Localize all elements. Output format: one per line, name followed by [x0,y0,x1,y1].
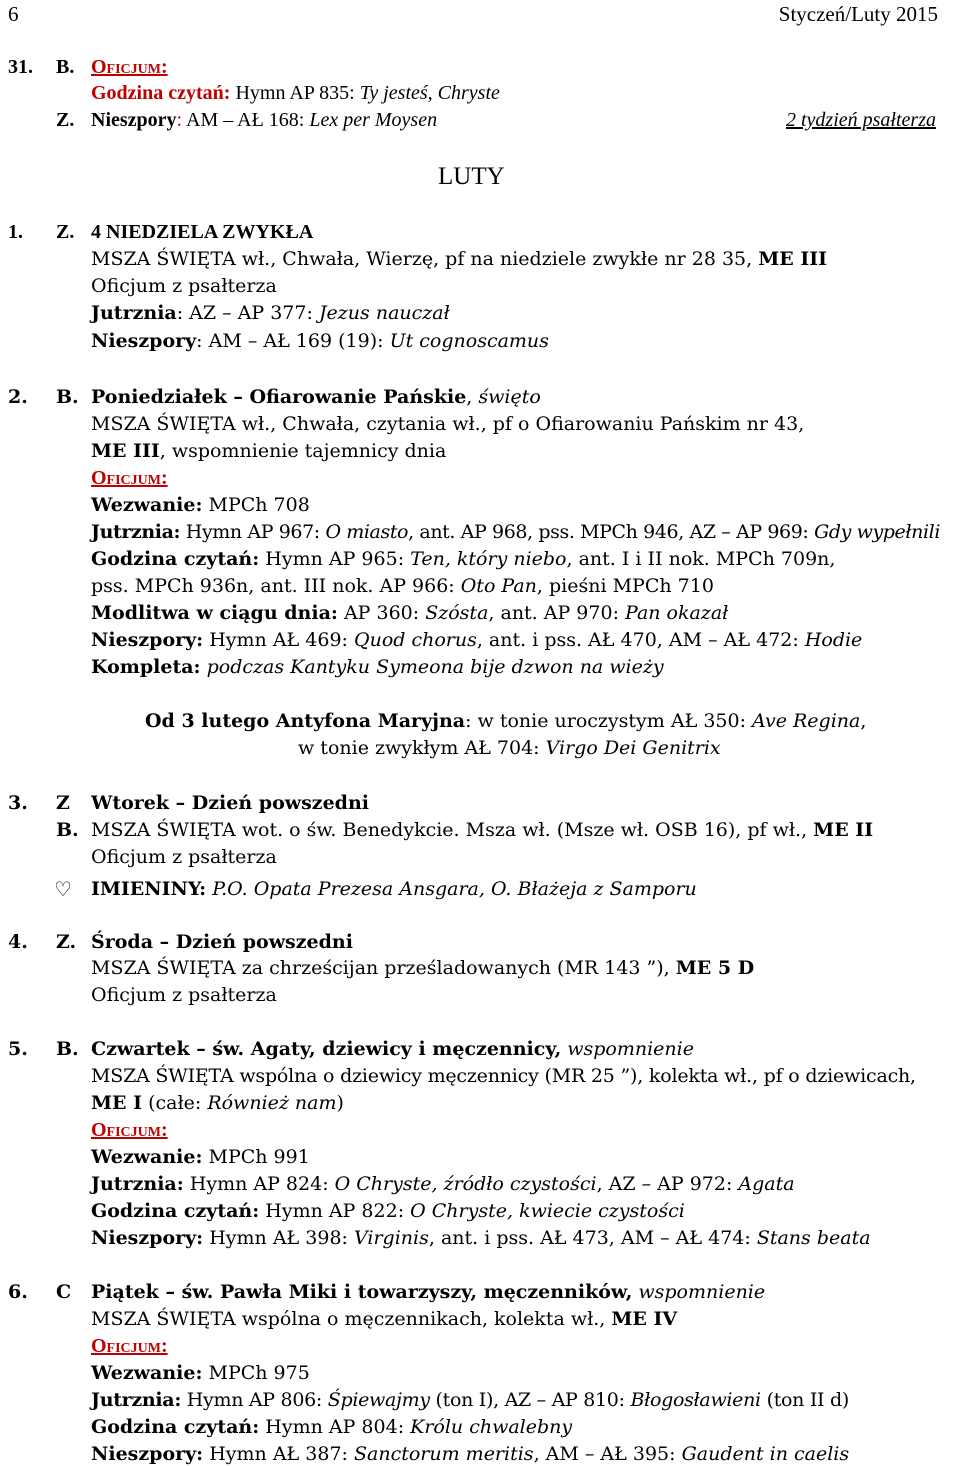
oficjum-line: Oficjum z psałterza [91,846,277,868]
day-letter: Z. [56,221,75,243]
msza-line: MSZA ŚWIĘTA wspólna o dziewicy męczennicy (MR 25 ”), kolekta wł., pf o dziewicach, [91,1065,916,1087]
day-number: 6. [8,1281,28,1303]
page-number: 6 [8,2,19,26]
day-letter: Z. [56,109,75,131]
heart-icon: ♡ [54,877,72,901]
kompleta-line: Kompleta: podczas Kantyku Symeona bije dzwon na wieży [91,656,664,678]
day-letter: B. [56,56,75,78]
godzina-czytan-line: Godzina czytań: Hymn AP 804: Królu chwalebny [91,1416,573,1438]
day-letter: C [56,1281,72,1303]
nieszpory-line: Nieszpory: AM – AŁ 169 (19): Ut cognoscamus [91,330,549,352]
day-number: 3. [8,792,28,814]
name-day-line: IMIENINY: P.O. Opata Prezesa Ansgara, O. Błażeja z Samporu [91,878,697,900]
day-number: 5. [8,1038,28,1060]
msza-line-cont: ME I (całe: Również nam) [91,1092,344,1114]
nieszpory-line: Nieszpory: Hymn AŁ 387: Sanctorum meritis, AM – AŁ 395: Gaudent in caelis [91,1443,850,1465]
day-number: 1. [8,221,23,243]
nieszpory-line: Nieszpory: Hymn AŁ 398: Virginis, ant. i pss. AŁ 473, AM – AŁ 474: Stans beata [91,1227,871,1249]
marian-antiphon-line: Od 3 lutego Antyfona Maryjna: w tonie uroczystym AŁ 350: Ave Regina, [145,710,867,732]
day-number: 4. [8,931,28,953]
jutrznia-line: Jutrznia: Hymn AP 967: O miasto, ant. AP 968, pss. MPCh 946, AZ – AP 969: Gdy wypełnili [91,521,941,543]
godzina-czytan-line: Godzina czytań: Hymn AP 965: Ten, który niebo, ant. I i II nok. MPCh 709n, [91,548,836,570]
day-title: Poniedziałek – Ofiarowanie Pańskie, święto [91,386,541,408]
month-title: LUTY [438,163,505,190]
godzina-czytan-line: Godzina czytań: Hymn AP 835: Ty jesteś, Chryste [91,82,500,104]
msza-line: MSZA ŚWIĘTA wł., Chwała, czytania wł., pf o Ofiarowaniu Pańskim nr 43, [91,413,805,435]
oficjum-heading: Oficjum: [91,467,168,489]
msza-line: MSZA ŚWIĘTA wł., Chwała, Wierzę, pf na niedziele zwykłe nr 28 35, ME III [91,248,827,270]
godzina-czytan-line-cont: pss. MPCh 936n, ant. III nok. AP 966: Oto Pan, pieśni MPCh 710 [91,575,714,597]
msza-line: MSZA ŚWIĘTA wspólna o męczennikach, kolekta wł., ME IV [91,1308,678,1330]
jutrznia-line: Jutrznia: Hymn AP 824: O Chryste, źródło czystości, AZ – AP 972: Agata [91,1173,795,1195]
day-number: 2. [8,386,28,408]
day-title: Wtorek – Dzień powszedni [91,792,369,814]
day-letter: Z. [56,931,77,953]
month-header: Styczeń/Luty 2015 [778,2,938,26]
oficjum-line: Oficjum z psałterza [91,984,277,1006]
day-letter: B. [56,386,79,408]
modlitwa-line: Modlitwa w ciągu dnia: AP 360: Szósta, ant. AP 970: Pan okazał [91,602,729,624]
oficjum-heading: Oficjum: [91,1335,168,1357]
wezwanie-line: Wezwanie: MPCh 975 [91,1362,310,1384]
jutrznia-line: Jutrznia: AZ – AP 377: Jezus nauczał [91,302,450,324]
msza-line: MSZA ŚWIĘTA za chrześcijan prześladowanych (MR 143 ”), ME 5 D [91,957,755,979]
msza-line-cont: ME III, wspomnienie tajemnicy dnia [91,440,447,462]
oficjum-line: Oficjum z psałterza [91,275,277,297]
marian-antiphon-line-cont: w tonie zwykłym AŁ 704: Virgo Dei Genitrix [298,737,721,759]
day-number: 31. [8,56,33,78]
godzina-czytan-line: Godzina czytań: Hymn AP 822: O Chryste, kwiecie czystości [91,1200,685,1222]
nieszpory-line: Nieszpory: Hymn AŁ 469: Quod chorus, ant. i pss. AŁ 470, AM – AŁ 472: Hodie [91,629,863,651]
psalter-week: 2 tydzień psałterza [786,109,936,131]
day-letter: Z [56,792,70,814]
day-title: Środa – Dzień powszedni [91,931,353,953]
wezwanie-line: Wezwanie: MPCh 991 [91,1146,310,1168]
day-title: 4 NIEDZIELA ZWYKŁA [91,221,314,243]
jutrznia-line: Jutrznia: Hymn AP 806: Śpiewajmy (ton I), AZ – AP 810: Błogosławieni (ton II d) [91,1389,849,1411]
day-letter: B. [56,819,79,841]
nieszpory-line: Nieszpory: AM – AŁ 168: Lex per Moysen [91,109,438,131]
day-title: Piątek – św. Pawła Miki i towarzyszy, męczenników, wspomnienie [91,1281,766,1303]
wezwanie-line: Wezwanie: MPCh 708 [91,494,310,516]
oficjum-heading: Oficjum: [91,56,168,78]
day-title: Czwartek – św. Agaty, dziewicy i męczennicy, wspomnienie [91,1038,694,1060]
msza-line: MSZA ŚWIĘTA wot. o św. Benedykcie. Msza wł. (Msze wł. OSB 16), pf wł., ME II [91,819,874,841]
day-letter: B. [56,1038,79,1060]
oficjum-heading: Oficjum: [91,1119,168,1141]
